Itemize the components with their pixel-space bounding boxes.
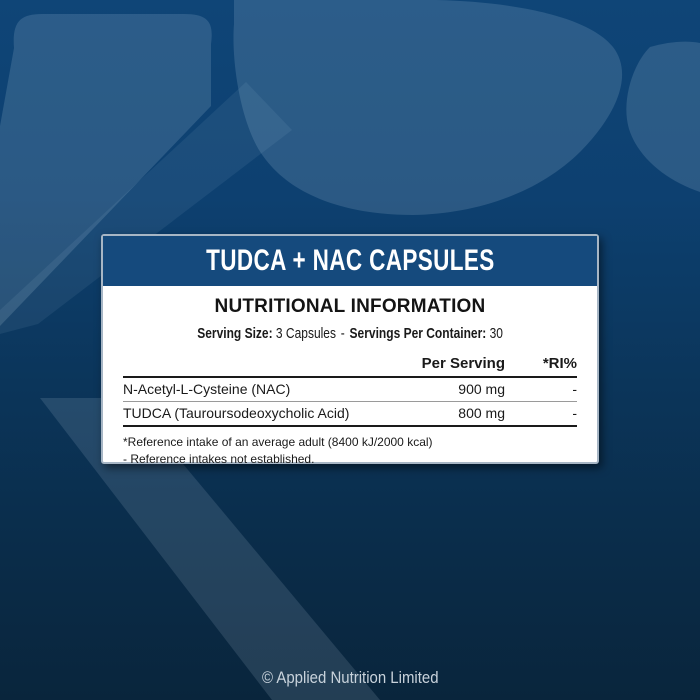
servings-per-container-value: 30 [489, 325, 503, 342]
table-row [123, 402, 577, 427]
copyright-notice [0, 668, 700, 688]
serving-info-text [197, 325, 503, 342]
copyright-text: © Applied Nutrition Limited [261, 668, 439, 687]
ingredient-ri: - [505, 377, 577, 402]
ingredient-amount: 800 mg [355, 402, 505, 427]
nutrition-table [123, 352, 577, 427]
column-header-per-serving: Per Serving [355, 352, 505, 377]
footnote-reference-intake: *Reference intake of an average adult (8400 kJ/2000 kcal) [123, 435, 433, 449]
section-title-text: NUTRITIONAL INFORMATION [214, 296, 486, 317]
column-header-ri-percent: *RI% [505, 352, 577, 377]
column-header-ingredient [123, 352, 355, 377]
footnote-not-established: - Reference intakes not established. [123, 452, 315, 466]
nutrition-facts-card [101, 234, 599, 464]
watermark-center-blob [233, 0, 622, 215]
ingredient-amount: 900 mg [355, 377, 505, 402]
footnotes [123, 435, 577, 467]
serving-separator: - [340, 325, 345, 342]
ingredient-name: TUDCA (Tauroursodeoxycholic Acid) [123, 402, 355, 427]
serving-info-line [123, 325, 577, 342]
product-title-bar [103, 236, 597, 286]
serving-size-value: 3 Capsules [275, 325, 336, 342]
ingredient-name: N-Acetyl-L-Cysteine (NAC) [123, 377, 355, 402]
ingredient-ri: - [505, 402, 577, 427]
nutrition-facts-body [103, 296, 597, 467]
serving-size-label: Serving Size: [197, 325, 273, 342]
section-title [123, 296, 577, 318]
product-title [158, 244, 543, 278]
servings-per-container-label: Servings Per Container: [349, 325, 487, 342]
table-row [123, 377, 577, 402]
product-title-text: TUDCA + NAC CAPSULES [205, 244, 495, 277]
nutrition-table-head [123, 352, 577, 377]
watermark-right-crescent [626, 42, 700, 192]
nutrition-table-body [123, 377, 577, 426]
table-header-row [123, 352, 577, 377]
